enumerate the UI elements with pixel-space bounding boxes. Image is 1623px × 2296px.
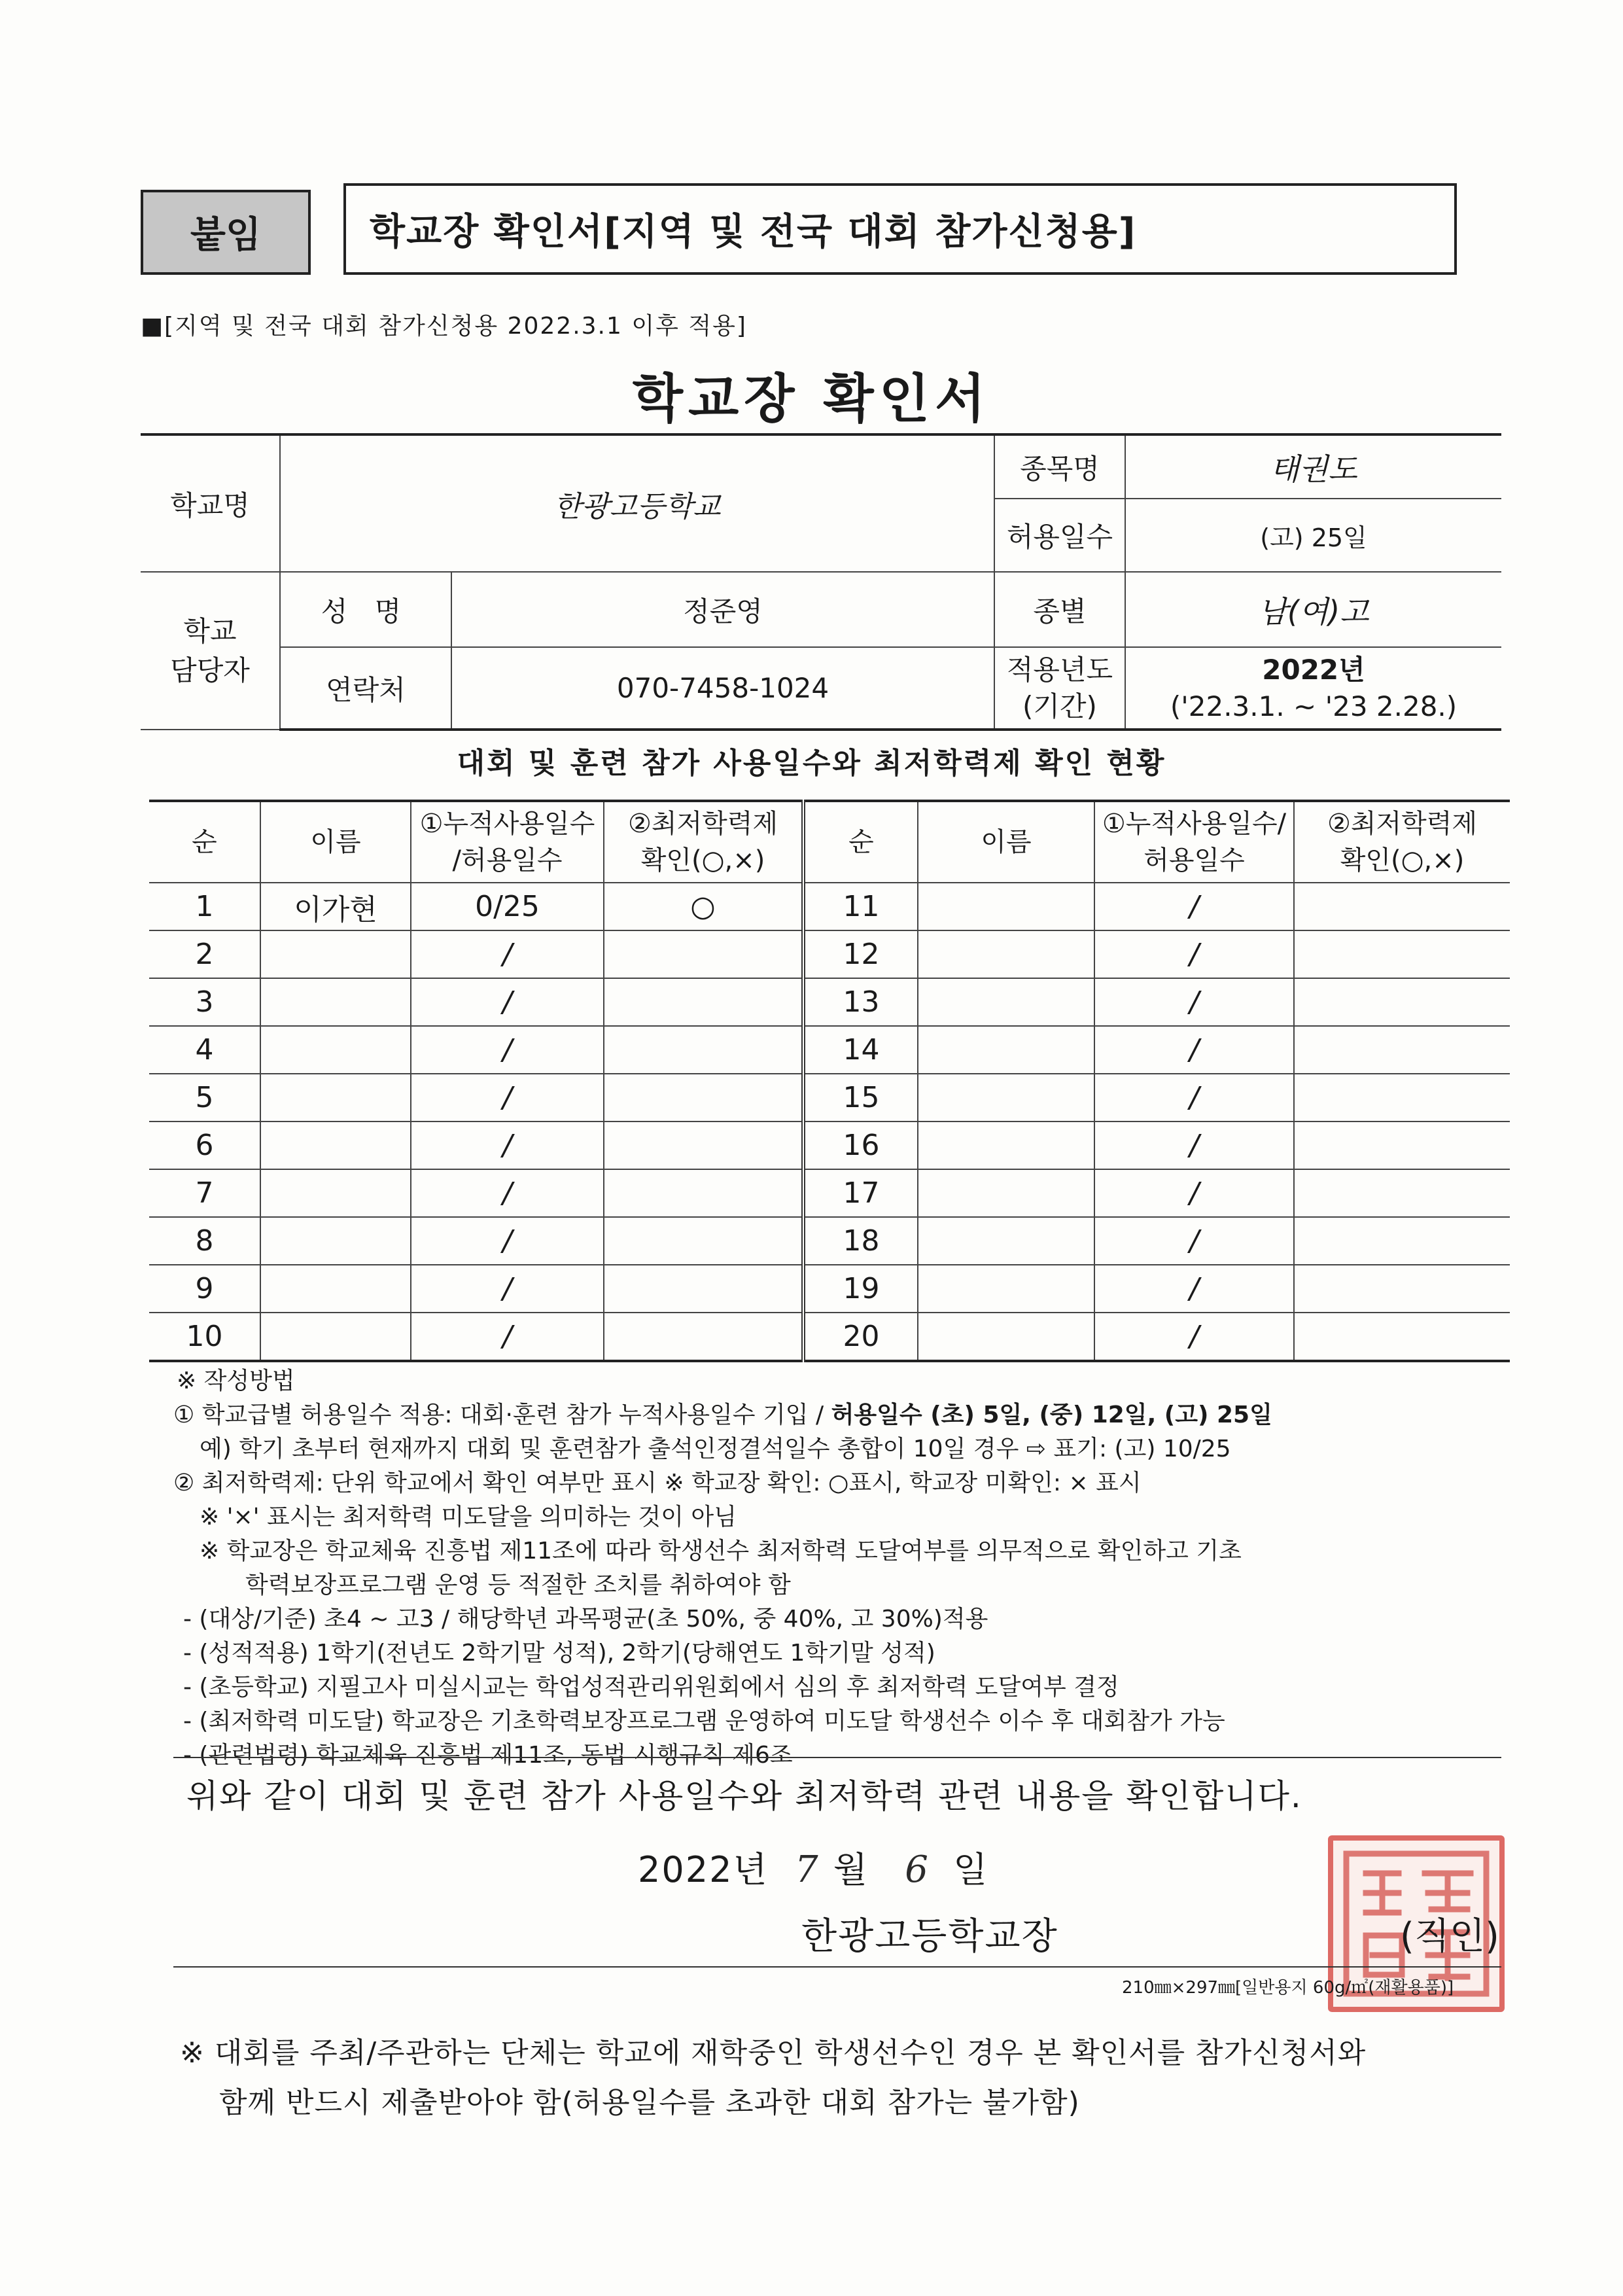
table-row	[149, 930, 1510, 978]
header-days-right	[1094, 801, 1294, 883]
row-days: /	[411, 930, 604, 978]
footer-line-2: 함께 반드시 제출받아야 함(허용일수를 초과한 대회 참가는 불가함)	[219, 2086, 1080, 2119]
table-row	[149, 1169, 1510, 1217]
row-check-right	[1294, 930, 1510, 978]
row-no-right: 12	[803, 930, 918, 978]
year-value	[1125, 647, 1501, 730]
note-1c: 예) 학기 초부터 현재까지 대회 및 훈련참가 출석인정결석일수 총합이 10일 경우 ⇨ 표기: (고) 10/25	[200, 1436, 1231, 1462]
year-label	[994, 647, 1125, 730]
header-days-1: ①누적사용일수	[419, 809, 595, 839]
note-1b: 허용일수 (초) 5일, (중) 12일, (고) 25일	[831, 1402, 1272, 1428]
school-label: 학교명	[141, 434, 280, 572]
row-no-right: 19	[803, 1265, 918, 1313]
row-name	[260, 930, 411, 978]
note-1a: ① 학교급별 허용일수 적용: 대회·훈련 참가 누적사용일수 기입 /	[173, 1402, 831, 1428]
row-days-right: /	[1094, 1122, 1294, 1169]
row-name	[260, 1122, 411, 1169]
row-no: 8	[149, 1217, 260, 1265]
row-check-right	[1294, 978, 1510, 1026]
row-name: 이가현	[260, 883, 411, 930]
row-check-right	[1294, 1217, 1510, 1265]
row-check	[604, 1074, 803, 1122]
row-days: /	[411, 1026, 604, 1074]
header-days-r1: ①누적사용일수/	[1102, 809, 1287, 839]
footer-note	[180, 2028, 1508, 2128]
table-row	[149, 1313, 1510, 1361]
name-value: 정준영	[451, 572, 994, 647]
event-value: 태권도	[1125, 434, 1501, 499]
row-check-right	[1294, 1313, 1510, 1361]
row-name-right	[918, 1313, 1094, 1361]
row-name-right	[918, 1074, 1094, 1122]
contact-label	[141, 572, 280, 730]
row-name-right	[918, 1026, 1094, 1074]
row-no: 5	[149, 1074, 260, 1122]
attachment-tag: 붙임	[141, 190, 311, 275]
notes-heading: ※ 작성방법	[177, 1368, 295, 1394]
contact-label-2: 담당자	[170, 654, 250, 686]
phone-value: 070-7458-1024	[451, 647, 994, 730]
school-value: 한광고등학교	[280, 434, 994, 572]
school-head-signature: 한광고등학교장	[801, 1915, 1058, 1958]
applies-note: ■[지역 및 전국 대회 참가신청용 2022.3.1 이후 적용]	[141, 313, 747, 340]
row-days: /	[411, 1265, 604, 1313]
detail-5: - (관련법령) 학교체육 진흥법 제11조, 동법 시행규칙 제6조	[183, 1742, 793, 1769]
row-check-right	[1294, 883, 1510, 930]
row-name-right	[918, 1265, 1094, 1313]
row-name-right	[918, 1122, 1094, 1169]
page-title: 학교장 확인서	[632, 368, 991, 429]
row-check-right	[1294, 1169, 1510, 1217]
header-days-r2: 허용일수	[1143, 845, 1245, 875]
gender-value: 남(여)고	[1125, 572, 1501, 647]
row-days: /	[411, 1313, 604, 1361]
row-days: /	[411, 1122, 604, 1169]
header-check-2: 확인(○,×)	[640, 845, 765, 875]
row-check	[604, 1169, 803, 1217]
header-name-right: 이름	[918, 801, 1094, 883]
row-days: /	[411, 1074, 604, 1122]
row-no-right: 13	[803, 978, 918, 1026]
note-4: ※ 학교장은 학교체육 진흥법 제11조에 따라 학생선수 최저학력 도달여부를 의무적으로 확인하고 기초	[200, 1538, 1242, 1564]
gender-label: 종별	[994, 572, 1125, 647]
row-no-right: 16	[803, 1122, 918, 1169]
row-days-right: /	[1094, 978, 1294, 1026]
note-3: ※ '×' 표시는 최저학력 미도달을 의미하는 것이 아님	[200, 1504, 737, 1530]
row-check-right	[1294, 1074, 1510, 1122]
row-no-right: 20	[803, 1313, 918, 1361]
divider	[173, 1966, 1501, 1968]
row-no: 7	[149, 1169, 260, 1217]
row-days-right: /	[1094, 1169, 1294, 1217]
divider	[173, 1757, 1501, 1758]
row-check: ○	[604, 883, 803, 930]
header-days	[411, 801, 604, 883]
row-no: 4	[149, 1026, 260, 1074]
confirmation-text: 위와 같이 대회 및 훈련 참가 사용일수와 최저학력 관련 내용을 확인합니다.	[186, 1777, 1302, 1815]
row-days-right: /	[1094, 883, 1294, 930]
header-no: 순	[149, 801, 260, 883]
status-title: 대회 및 훈련 참가 사용일수와 최저학력제 확인 현황	[457, 747, 1166, 780]
row-check	[604, 1265, 803, 1313]
row-name	[260, 978, 411, 1026]
note-1	[173, 1398, 1501, 1432]
row-no-right: 15	[803, 1074, 918, 1122]
form-title-box: 학교장 확인서[지역 및 전국 대회 참가신청용]	[343, 183, 1457, 275]
row-name	[260, 1217, 411, 1265]
row-no: 1	[149, 883, 260, 930]
row-name-right	[918, 930, 1094, 978]
row-days-right: /	[1094, 1074, 1294, 1122]
date-month-unit: 월	[833, 1849, 869, 1890]
row-check	[604, 1122, 803, 1169]
note-2: ② 최저학력제: 단위 학교에서 확인 여부만 표시 ※ 학교장 확인: ○표시, 학교장 미확인: × 표시	[173, 1470, 1142, 1496]
row-no: 10	[149, 1313, 260, 1361]
table-row	[149, 1074, 1510, 1122]
seal-mark-label: (직인)	[1400, 1915, 1499, 1958]
row-days: /	[411, 978, 604, 1026]
days-label: 허용일수	[994, 499, 1125, 572]
table-row	[149, 1217, 1510, 1265]
event-label: 종목명	[994, 434, 1125, 499]
row-no-right: 14	[803, 1026, 918, 1074]
row-check	[604, 978, 803, 1026]
row-days: /	[411, 1169, 604, 1217]
year-value-2: ('22.3.1. ~ '23 2.28.)	[1170, 690, 1457, 722]
days-value: (고) 25일	[1125, 499, 1501, 572]
row-check-right	[1294, 1122, 1510, 1169]
info-table	[141, 433, 1501, 731]
row-check	[604, 1313, 803, 1361]
date-day: 6	[905, 1848, 930, 1891]
row-name-right	[918, 978, 1094, 1026]
status-table	[149, 800, 1510, 1362]
year-label-1: 적용년도	[1006, 653, 1113, 686]
note-4b: 학력보장프로그램 운영 등 적절한 조치를 취하여야 함	[245, 1572, 791, 1598]
table-row	[149, 1026, 1510, 1074]
row-name	[260, 1265, 411, 1313]
contact-label-1: 학교	[183, 614, 237, 647]
row-name-right	[918, 1169, 1094, 1217]
paper-spec: 210㎜×297㎜[일반용지 60g/㎡(재활용품)]	[1122, 1978, 1454, 1998]
header-no-right: 순	[803, 801, 918, 883]
header-check-1: ②최저학력제	[627, 809, 778, 839]
row-check-right	[1294, 1265, 1510, 1313]
header-check-right	[1294, 801, 1510, 883]
date-month: 7	[794, 1848, 820, 1891]
row-name	[260, 1074, 411, 1122]
row-days-right: /	[1094, 1026, 1294, 1074]
instructions	[173, 1364, 1501, 1773]
row-no: 6	[149, 1122, 260, 1169]
signing-date	[638, 1842, 988, 1892]
detail-1: - (대상/기준) 초4 ~ 고3 / 해당학년 과목평균(초 50%, 중 40%, 고 30%)적용	[183, 1606, 988, 1633]
detail-4: - (최저학력 미도달) 학교장은 기초학력보장프로그램 운영하여 미도달 학생선수 이수 후 대회참가 가능	[183, 1708, 1225, 1735]
year-label-2: (기간)	[1022, 690, 1097, 722]
date-year: 2022년	[638, 1849, 769, 1890]
row-check	[604, 1026, 803, 1074]
date-day-unit: 일	[953, 1849, 989, 1890]
row-days: 0/25	[411, 883, 604, 930]
header-days-2: /허용일수	[452, 845, 563, 875]
table-row	[149, 978, 1510, 1026]
header-check-r2: 확인(○,×)	[1340, 845, 1465, 875]
row-days-right: /	[1094, 930, 1294, 978]
row-no: 9	[149, 1265, 260, 1313]
phone-label: 연락처	[280, 647, 451, 730]
row-no: 3	[149, 978, 260, 1026]
row-name	[260, 1026, 411, 1074]
row-days-right: /	[1094, 1313, 1294, 1361]
header-check-r1: ②최저학력제	[1327, 809, 1478, 839]
row-days-right: /	[1094, 1265, 1294, 1313]
detail-2: - (성적적용) 1학기(전년도 2학기말 성적), 2학기(당해연도 1학기말 성적)	[183, 1640, 935, 1667]
row-no: 2	[149, 930, 260, 978]
row-no-right: 17	[803, 1169, 918, 1217]
name-label: 성 명	[280, 572, 451, 647]
row-no-right: 11	[803, 883, 918, 930]
row-check	[604, 1217, 803, 1265]
row-name-right	[918, 883, 1094, 930]
row-check	[604, 930, 803, 978]
row-days-right: /	[1094, 1217, 1294, 1265]
table-row	[149, 1122, 1510, 1169]
year-value-1: 2022년	[1262, 653, 1365, 686]
header-check	[604, 801, 803, 883]
header-name: 이름	[260, 801, 411, 883]
row-name-right	[918, 1217, 1094, 1265]
row-check-right	[1294, 1026, 1510, 1074]
footer-line-1: ※ 대회를 주최/주관하는 단체는 학교에 재학중인 학생선수인 경우 본 확인서를 참가신청서와	[180, 2036, 1367, 2070]
row-name	[260, 1313, 411, 1361]
status-header-row	[149, 801, 1510, 883]
row-name	[260, 1169, 411, 1217]
row-days: /	[411, 1217, 604, 1265]
detail-3: - (초등학교) 지필고사 미실시교는 학업성적관리위원회에서 심의 후 최저학력 도달여부 결정	[183, 1674, 1119, 1701]
row-no-right: 18	[803, 1217, 918, 1265]
table-row	[149, 883, 1510, 930]
table-row	[149, 1265, 1510, 1313]
